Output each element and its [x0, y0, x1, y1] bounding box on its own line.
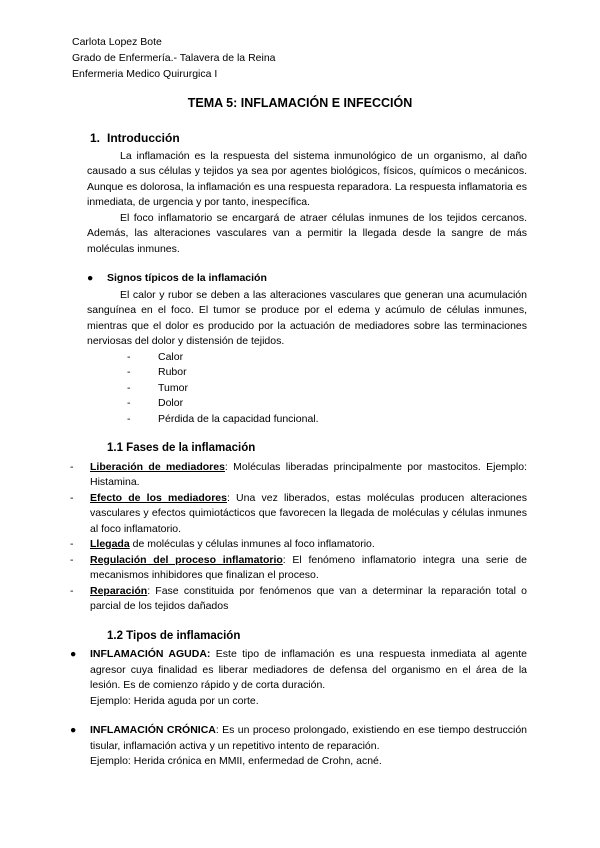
intro-heading-text: Introducción — [107, 131, 180, 145]
intro-paragraph-1: La inflamación es la respuesta del sistema inmunológico de un organismo, al daño causado a sus células y tejidos ya sea por agentes biológicos, físicos, químicos o mecánicos. Aunque es dolorosa, la inflamación es una respuesta reparadora. La respuesta inflamatoria es inmediata, de urgencia y por tanto, inespecífica. — [87, 149, 527, 208]
phase-item: - Liberación de mediadores: Moléculas liberadas principalmente por mastocitos. Ejemplo: Histamina. — [70, 460, 528, 488]
acute-example: Ejemplo: Herida aguda por un corte. — [90, 694, 259, 707]
signs-heading — [87, 271, 527, 287]
chronic-example: Ejemplo: Herida crónica en MMII, enfermedad de Crohn, acné. — [90, 755, 382, 767]
types-heading: 1.2 Tipos de inflamación — [107, 629, 241, 642]
document-body — [70, 131, 528, 770]
phase-item: - Efecto de los mediadores: Una vez liberados, estas moléculas producen alteraciones vasculares y efectos quimiotácticos que favorecen la llegada de moléculas y células inmunes al foco inflamatorio. — [70, 491, 527, 535]
signs-paragraph: El calor y rubor se deben a las alteraciones vasculares que generan una acumulación sanguínea en el foco. El tumor se produce por el edema y acúmulo de células inmunes, mientras que el dolor es producido por la actuación de mediadores sobre las terminaciones nerviosas del dolor y distensión de tejidos. — [87, 288, 527, 347]
bullet-icon: ● — [70, 724, 77, 736]
list-item: - Tumor — [127, 381, 188, 394]
signs-heading-text: Signos típicos de la inflamación — [107, 272, 267, 284]
course-line: Enfermeria Medico Quirurgica I — [72, 68, 218, 80]
list-item: - Rubor — [127, 366, 187, 378]
signs-list — [87, 350, 527, 428]
bullet-icon: ● — [70, 648, 77, 660]
degree-line: Grado de Enfermería.- Talavera de la Reina — [72, 52, 276, 64]
bullet-icon: ● — [87, 272, 94, 284]
phase-item: - Regulación del proceso inflamatorio: El fenómeno inflamatorio integra una serie de mecanismos inhibidores que finalizan el proceso. — [70, 553, 527, 581]
phases-heading: 1.1 Fases de la inflamación — [107, 442, 256, 454]
types-list — [70, 647, 527, 770]
acute-inflammation-item: ● INFLAMACIÓN AGUDA: Este tipo de inflamación es una respuesta inmediata al agente agresor cuya finalidad es liberar mediadores de defensa del organismo en el área de la lesión. Es de comienzo rápido y de corta duración. Ejemplo: Herida aguda por un corte. — [70, 647, 527, 709]
list-item: - Calor — [127, 350, 184, 363]
list-item: - Dolor — [127, 397, 184, 409]
document-header — [72, 34, 276, 82]
author-name: Carlota Lopez Bote — [72, 36, 162, 48]
intro-number: 1. — [90, 131, 101, 145]
intro-heading — [90, 131, 527, 147]
intro-paragraph-2: El foco inflamatorio se encargará de atraer células inmunes de los tejidos cercanos. Además, las alteraciones vasculares van a permitir la llegada desde la sangre de más moléculas inmunes. — [87, 211, 527, 255]
phase-item: - Reparación: Fase constituida por fenómenos que van a determinar la reparación total o parcial de los tejidos dañados — [70, 584, 527, 612]
document-title: TEMA 5: INFLAMACIÓN E INFECCIÓN — [187, 96, 413, 110]
phase-item: - Llegada de moléculas y células inmunes al foco inflamatorio. — [70, 538, 375, 550]
chronic-inflammation-item: ● INFLAMACIÓN CRÓNICA: Es un proceso prolongado, existiendo en ese tiempo destrucción tisular, inflamación activa y un repetitivo intento de reparación. Ejemplo: Herida crónica en MMII, enfermedad de Crohn, acné. — [70, 723, 527, 770]
list-item: - Pérdida de la capacidad funcional. — [127, 412, 319, 425]
phases-list — [70, 460, 527, 615]
